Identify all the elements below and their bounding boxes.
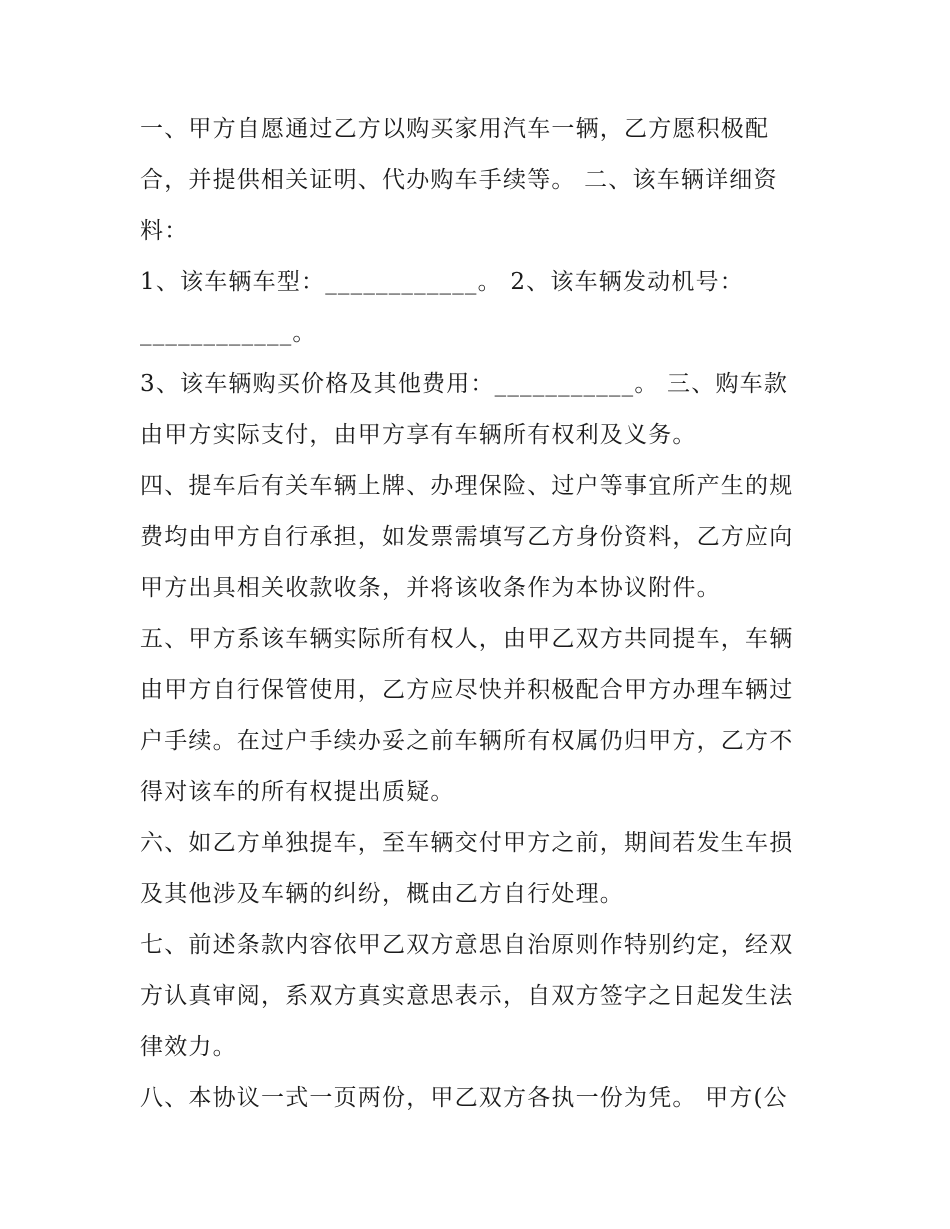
clause-1-2 [140,104,812,257]
contract-body [140,104,812,1124]
text-line: 七、前述条款内容依甲乙双方意思自治原则作特别约定，经双 [140,932,794,958]
clause-7 [140,920,812,1073]
text-line: 户手续。在过户手续办妥之前车辆所有权属仍归甲方，乙方不 [140,728,794,754]
text-line: 由甲方实际支付，由甲方享有车辆所有权利及义务。 [140,422,697,448]
price-clause-3 [140,359,812,461]
text-line: 由甲方自行保管使用，乙方应尽快并积极配合甲方办理车辆过 [140,677,794,703]
text-line: 一、甲方自愿通过乙方以购买家用汽车一辆，乙方愿积极配 [140,116,770,142]
text-line: 甲方出具相关收款收条，并将该收条作为本协议附件。 [140,575,721,601]
clause-6 [140,818,812,920]
clause-8 [140,1073,812,1124]
text-line: 四、提车后有关车辆上牌、办理保险、过户等事宜所产生的规 [140,473,794,499]
text-line: 合，并提供相关证明、代办购车手续等。 二、该车辆详细资 [140,167,778,193]
text-line: 料： [140,218,189,244]
text-line: 五、甲方系该车辆实际所有权人，由甲乙双方共同提车，车辆 [140,626,794,652]
clause-5 [140,614,812,818]
text-line: ____________。 [140,320,317,346]
text-line: 得对该车的所有权提出质疑。 [140,779,455,805]
text-line: 方认真审阅，系双方真实意思表示，自双方签字之日起发生法 [140,983,794,1009]
text-line: 3、该车辆购买价格及其他费用：___________。 三、购车款 [140,371,789,397]
text-line: 律效力。 [140,1034,237,1060]
text-line: 费均由甲方自行承担，如发票需填写乙方身份资料，乙方应向 [140,524,794,550]
text-line: 六、如乙方单独提车，至车辆交付甲方之前，期间若发生车损 [140,830,794,856]
text-line: 1、该车辆车型：____________。 2、该车辆发动机号： [140,269,744,295]
text-line: 及其他涉及车辆的纠纷，概由乙方自行处理。 [140,881,624,907]
vehicle-model-engine-line [140,257,812,359]
clause-4 [140,461,812,614]
text-line: 八、本协议一式一页两份，甲乙双方各执一份为凭。 甲方(公 [140,1085,788,1111]
